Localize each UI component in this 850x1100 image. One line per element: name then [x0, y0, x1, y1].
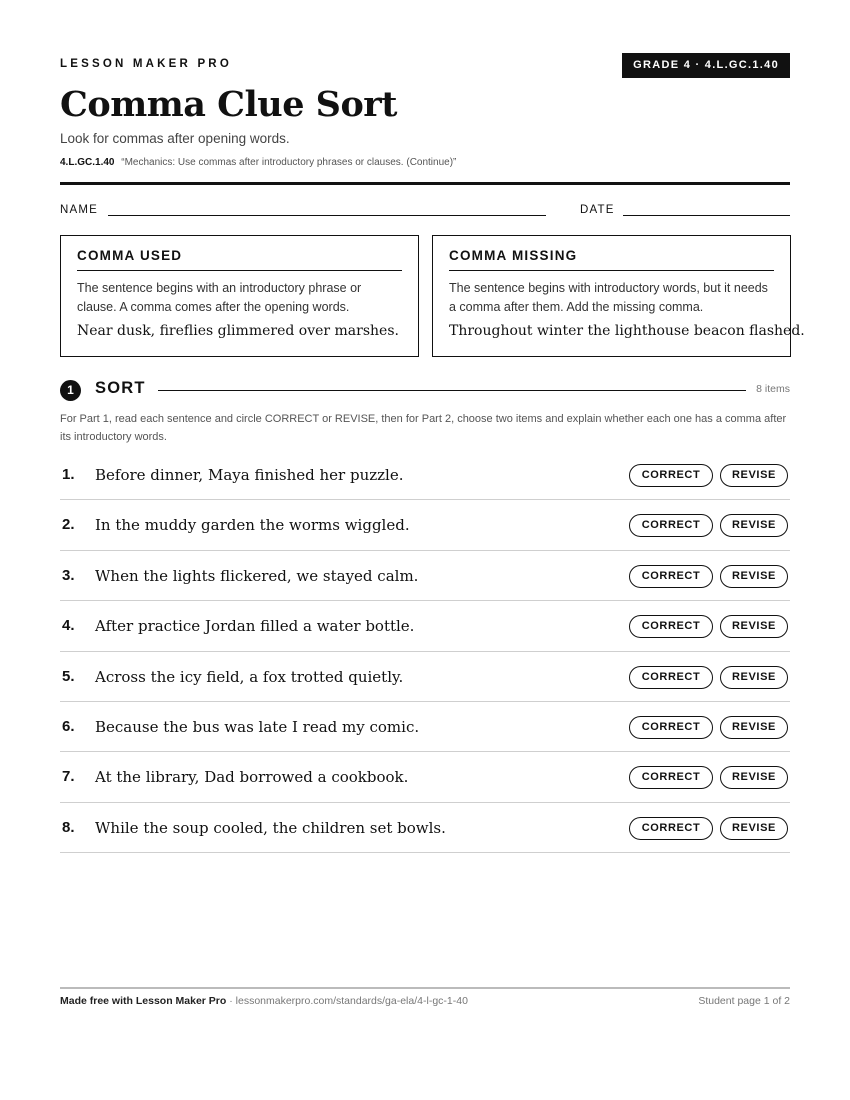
card-example: Near dusk, fireflies glimmered over marshes.: [77, 323, 399, 339]
list-item: [60, 601, 790, 651]
item-number: 1.: [62, 466, 75, 483]
item-number: 4.: [62, 617, 75, 635]
revise-button[interactable]: REVISE: [720, 565, 788, 588]
page-title: Comma Clue Sort: [60, 84, 397, 125]
list-item: [60, 551, 790, 601]
date-field[interactable]: [623, 215, 790, 216]
footer-brand: Made free with Lesson Maker Pro: [60, 995, 227, 1007]
list-item: [60, 803, 790, 853]
revise-button[interactable]: REVISE: [720, 716, 788, 739]
name-field[interactable]: [108, 215, 546, 216]
item-sentence: Because the bus was late I read my comic.: [95, 717, 420, 736]
item-number: 6.: [62, 717, 75, 735]
instructions: For Part 1, read each sentence and circle CORRECT or REVISE, then for Part 2, choose two items and explain whether each one has a comma after its introductory words.: [60, 413, 787, 443]
revise-button[interactable]: REVISE: [720, 817, 788, 840]
page-subtitle: Look for commas after opening words.: [60, 131, 290, 146]
card-example: Throughout winter the lighthouse beacon flashed.: [449, 323, 805, 339]
item-sentence: In the muddy garden the worms wiggled.: [95, 516, 410, 535]
item-sentence: When the lights flickered, we stayed calm.: [95, 566, 419, 585]
footer-url: · lessonmakerpro.com/standards/ga-ela/4-l-gc-1-40: [226, 995, 468, 1007]
correct-button[interactable]: CORRECT: [629, 766, 713, 789]
comma-missing-card: [432, 235, 805, 357]
grade-badge: GRADE 4 · 4.L.GC.1.40: [622, 53, 790, 78]
worksheet-page: [60, 0, 805, 1100]
correct-button[interactable]: CORRECT: [629, 464, 713, 487]
item-number: 3.: [62, 566, 75, 584]
item-sentence: After practice Jordan filled a water bottle.: [95, 617, 415, 636]
date-label: DATE: [580, 204, 615, 216]
section-divider: [158, 390, 746, 391]
revise-button[interactable]: REVISE: [720, 514, 788, 537]
revise-button[interactable]: REVISE: [720, 615, 788, 638]
correct-button[interactable]: CORRECT: [629, 615, 713, 638]
list-item: [60, 500, 790, 550]
brand-name: LESSON MAKER PRO: [60, 58, 232, 70]
correct-button[interactable]: CORRECT: [629, 514, 713, 537]
page-indicator: Student page 1 of 2: [698, 995, 790, 1007]
item-list: [60, 450, 790, 853]
list-item: [60, 702, 790, 752]
item-sentence: At the library, Dad borrowed a cookbook.: [95, 768, 409, 787]
comma-used-card: [60, 235, 419, 357]
item-number: 8.: [62, 818, 75, 836]
footer-credit: [60, 995, 468, 1007]
card-description: The sentence begins with introductory words, but it needs a comma after them. Add the missing comma.: [449, 281, 768, 314]
item-sentence: Before dinner, Maya finished her puzzle.: [95, 466, 404, 484]
revise-button[interactable]: REVISE: [720, 666, 788, 689]
revise-button[interactable]: REVISE: [720, 464, 788, 487]
footer-divider: [60, 987, 790, 989]
item-sentence: Across the icy field, a fox trotted quietly.: [95, 667, 404, 686]
item-number: 2.: [62, 516, 75, 534]
item-number: 5.: [62, 667, 75, 685]
card-title: COMMA USED: [77, 248, 402, 271]
list-item: [60, 450, 790, 500]
standard-description: “Mechanics: Use commas after introductory phrases or clauses. (Continue)”: [121, 157, 457, 168]
section-title: SORT: [95, 379, 146, 397]
card-title: COMMA MISSING: [449, 248, 774, 271]
item-number: 7.: [62, 768, 75, 786]
item-count: 8 items: [756, 383, 790, 395]
section-number-badge: 1: [60, 380, 81, 401]
correct-button[interactable]: CORRECT: [629, 666, 713, 689]
item-sentence: While the soup cooled, the children set bowls.: [95, 818, 446, 837]
list-item: [60, 752, 790, 802]
list-item: [60, 652, 790, 702]
correct-button[interactable]: CORRECT: [629, 565, 713, 588]
card-description: The sentence begins with an introductory phrase or clause. A comma comes after the opening words.: [77, 281, 362, 314]
correct-button[interactable]: CORRECT: [629, 817, 713, 840]
correct-button[interactable]: CORRECT: [629, 716, 713, 739]
name-label: NAME: [60, 204, 99, 216]
standard-reference: [60, 157, 456, 168]
standard-code: 4.L.GC.1.40: [60, 157, 115, 168]
revise-button[interactable]: REVISE: [720, 766, 788, 789]
header-divider: [60, 182, 790, 185]
